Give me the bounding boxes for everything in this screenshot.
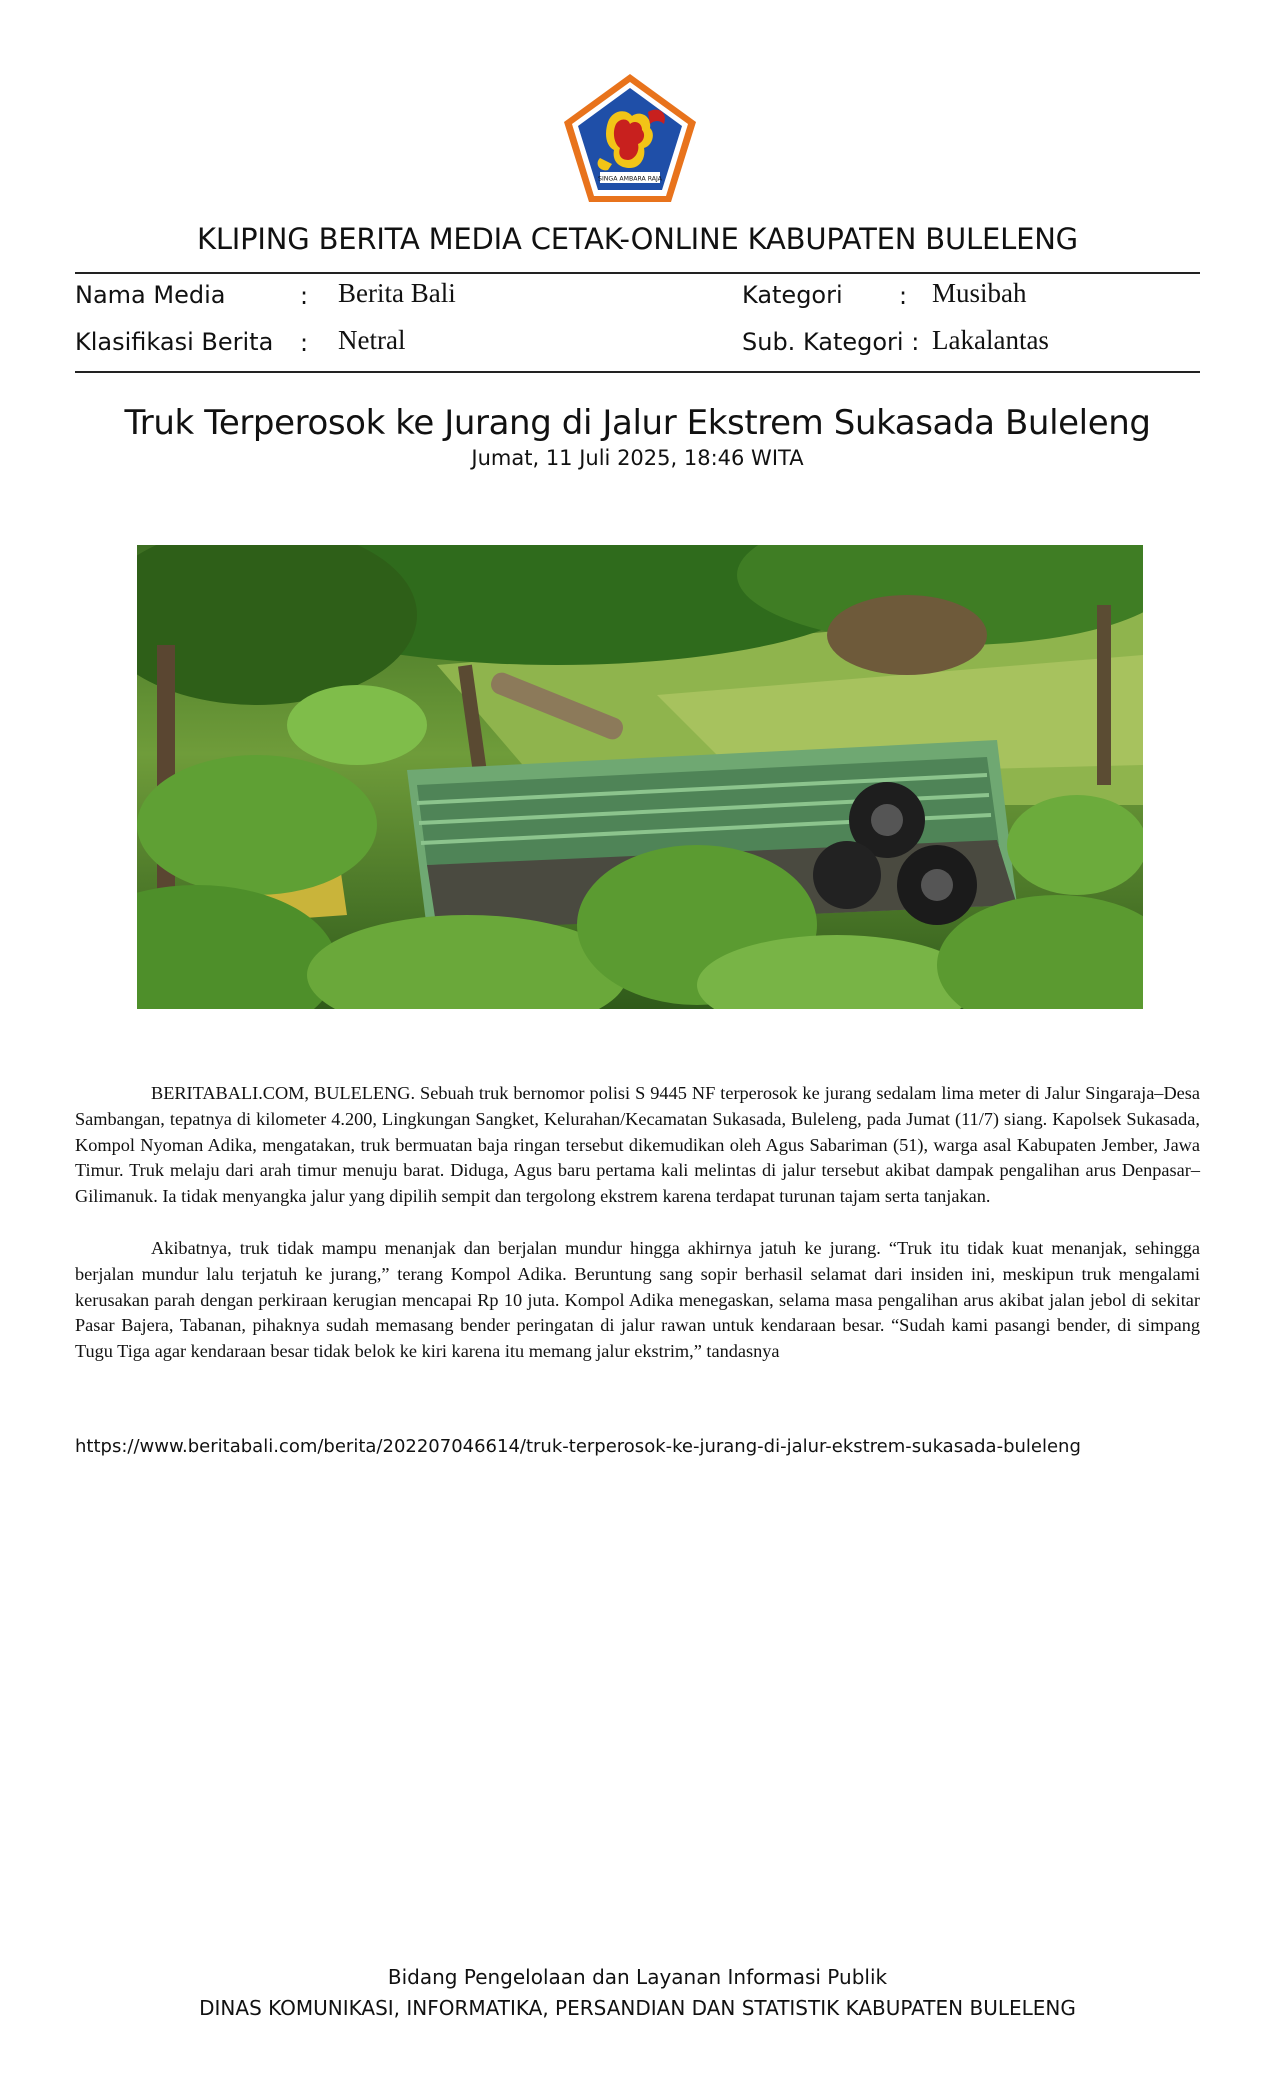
klasifikasi-colon: : <box>300 329 309 357</box>
logo-text: SINGA AMBARA RAJA <box>598 175 662 183</box>
subkategori-label: Sub. Kategori : <box>742 328 920 356</box>
article-paragraph: BERITABALI.COM, BULELENG. Sebuah truk bernomor polisi S 9445 NF terperosok ke jurang sedalam lima meter di Jalur Singaraja–Desa Sambangan, tepatnya di kilometer 4.200, Lingkungan Sangket, Kelurahan/Kecamatan Sukasada, Buleleng, pada Jumat (11/7) siang. Kapolsek Sukasada, Kompol Nyoman Adika, mengatakan, truk bermuatan baja ringan tersebut dikemudikan oleh Agus Sabariman (51), warga asal Kabupaten Jember, Jawa Timur. Truk melaju dari arah timur menuju barat. Diduga, Agus baru pertama kali melintas di jalur tersebut akibat dampak pengalihan arus Denpasar–Gilimanuk. Ia tidak menyangka jalur yang dipilih sempit dan tergolong ekstrem karena terdapat turunan tajam serta tanjakan. <box>75 1083 1200 1207</box>
nama-media-value: Berita Bali <box>338 278 456 308</box>
article-dateline: Jumat, 11 Juli 2025, 18:46 WITA <box>471 446 804 470</box>
footer-department: Bidang Pengelolaan dan Layanan Informasi Publik <box>387 1965 888 1989</box>
article-paragraph: Akibatnya, truk tidak mampu menanjak dan berjalan mundur hingga akhirnya jatuh ke jurang. “Truk itu tidak kuat menanjak, sehingga berjalan mundur lalu terjatuh ke jurang,” terang Kompol Adika. Beruntung sang sopir berhasil selamat dari insiden ini, meskipun truk mengalami kerusakan parah dengan perkiraan kerugian mencapai Rp 10 juta. Kompol Adika menegaskan, selama masa pengalihan arus akibat jalan jebol di sekitar Pasar Bajera, Tabanan, pihaknya sudah memasang bender peringatan di jalur rawan untuk kendaraan besar. “Sudah kami pasangi bender, di simpang Tugu Tiga agar kendaraan besar tidak belok ke kiri karena itu memang jalur ekstrim,” tandasnya <box>75 1237 1200 1362</box>
klasifikasi-value: Netral <box>338 325 406 355</box>
kategori-colon: : <box>899 282 908 310</box>
source-url: https://www.beritabali.com/berita/202207046614/truk-terperosok-ke-jurang-di-jalur-ekstrem-sukasada-buleleng <box>75 1436 1081 1457</box>
header-bottom-rule <box>75 371 1200 373</box>
footer-agency: DINAS KOMUNIKASI, INFORMATIKA, PERSANDIAN DAN STATISTIK KABUPATEN BULELENG <box>199 1996 1076 2020</box>
kabupaten-buleleng-logo <box>560 72 700 206</box>
klasifikasi-row <box>75 328 273 357</box>
nama-media-label: Nama Media <box>75 281 226 309</box>
subkategori-row <box>742 328 919 357</box>
klasifikasi-label: Klasifikasi Berita <box>75 328 274 356</box>
nama-media-colon: : <box>300 282 309 310</box>
header-top-rule <box>75 272 1200 274</box>
subkategori-value: Lakalantas <box>932 325 1049 355</box>
truck-accident-photo <box>137 545 1143 1009</box>
kategori-row <box>742 281 843 310</box>
nama-media-row <box>75 281 225 310</box>
article-body <box>75 1081 1200 1391</box>
document-header-title: KLIPING BERITA MEDIA CETAK-ONLINE KABUPATEN BULELENG <box>197 222 1078 256</box>
kategori-label: Kategori <box>742 281 843 309</box>
kategori-value: Musibah <box>932 278 1027 308</box>
article-headline: Truk Terperosok ke Jurang di Jalur Ekstrem Sukasada Buleleng <box>124 403 1151 443</box>
